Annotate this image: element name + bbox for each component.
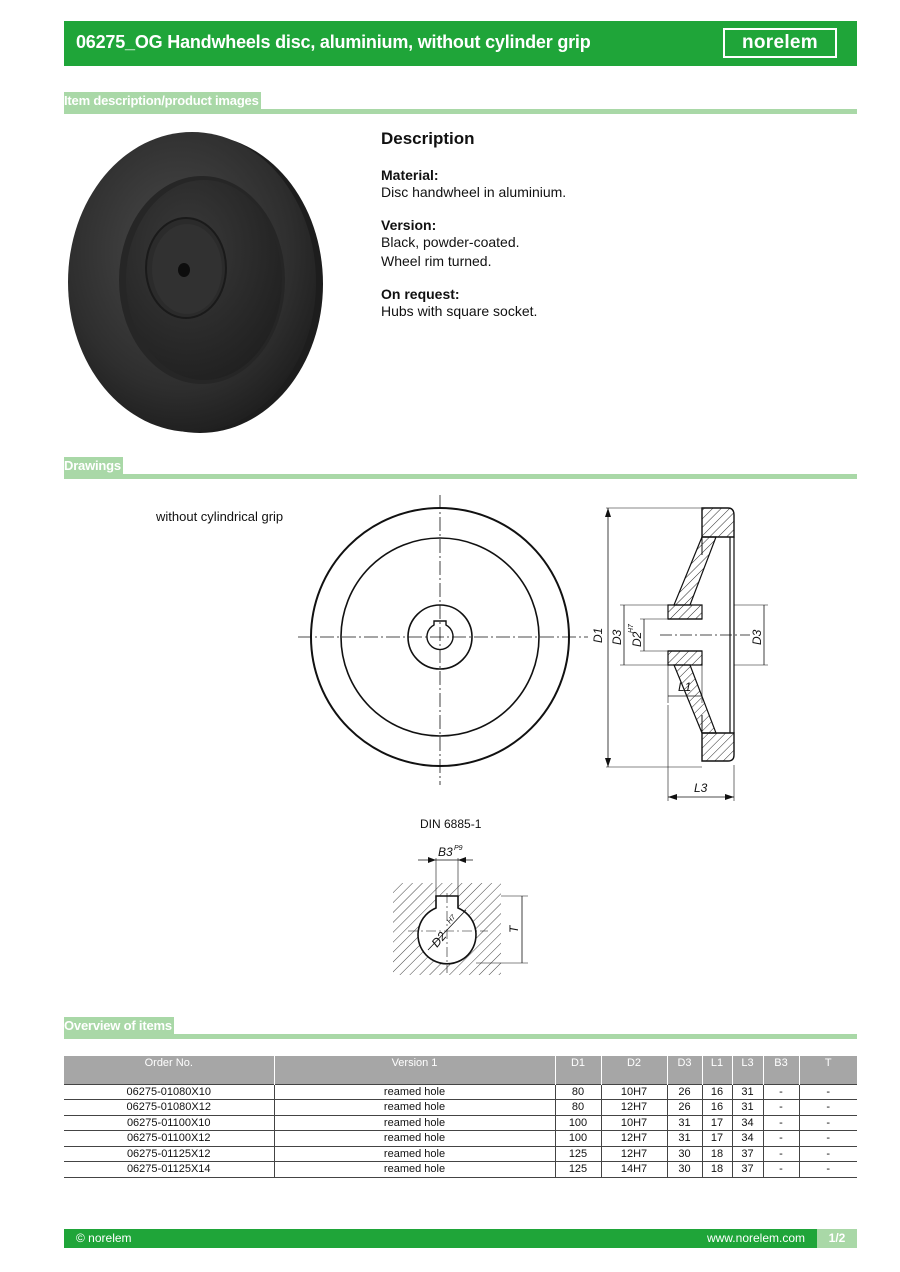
cell-d2: 14H7 (601, 1162, 667, 1178)
cell-d3: 26 (667, 1084, 702, 1100)
cell-version: reamed hole (274, 1115, 555, 1131)
cell-d1: 125 (555, 1146, 601, 1162)
cell-version: reamed hole (274, 1131, 555, 1147)
section-title-images: Item description/product images (64, 93, 259, 108)
drawing-note: without cylindrical grip (156, 509, 284, 524)
cell-order-no: 06275-01125X12 (64, 1146, 274, 1162)
product-image (64, 128, 326, 436)
cell-l1: 17 (702, 1131, 732, 1147)
cell-d2: 10H7 (601, 1115, 667, 1131)
dim-d3-right-label: D3 (750, 629, 764, 645)
description-heading: Description (381, 129, 475, 148)
version-label: Version: (381, 217, 437, 233)
cell-version: reamed hole (274, 1100, 555, 1116)
page-title: 06275_OG Handwheels disc, aluminium, without cylinder grip (76, 32, 591, 52)
cell-d3: 26 (667, 1100, 702, 1116)
cell-order-no: 06275-01080X12 (64, 1100, 274, 1116)
cell-d2: 12H7 (601, 1131, 667, 1147)
col-header-l1: L1 (702, 1056, 732, 1084)
table-row (64, 1162, 857, 1178)
table-row (64, 1084, 857, 1100)
cell-d1: 80 (555, 1100, 601, 1116)
keyway-d2-label: D2 (428, 929, 450, 950)
page-footer (64, 1229, 857, 1248)
cell-b3: - (763, 1115, 799, 1131)
cell-l3: 31 (732, 1100, 763, 1116)
cell-order-no: 06275-01080X10 (64, 1084, 274, 1100)
keyway-detail-drawing (388, 838, 538, 988)
cell-d3: 31 (667, 1131, 702, 1147)
cell-b3: - (763, 1100, 799, 1116)
cell-d1: 125 (555, 1162, 601, 1178)
dim-t-label: T (507, 925, 521, 933)
cell-d1: 80 (555, 1084, 601, 1100)
cell-l3: 34 (732, 1131, 763, 1147)
cell-l3: 37 (732, 1162, 763, 1178)
cell-b3: - (763, 1131, 799, 1147)
table-row (64, 1100, 857, 1116)
dim-d2-label: D2 (630, 631, 644, 647)
dim-d1-label: D1 (591, 627, 605, 643)
section-divider-drawings (64, 474, 857, 479)
version-line-2: Wheel rim turned. (381, 253, 492, 269)
cell-l1: 18 (702, 1162, 732, 1178)
cell-t: - (799, 1146, 857, 1162)
col-header-d1: D1 (555, 1056, 601, 1084)
norelem-logo: norelem (723, 28, 837, 58)
front-view-drawing (298, 495, 588, 785)
col-header-t: T (799, 1056, 857, 1084)
request-text: Hubs with square socket. (381, 303, 538, 319)
cell-d2: 10H7 (601, 1084, 667, 1100)
cell-d1: 100 (555, 1115, 601, 1131)
col-header-d2: D2 (601, 1056, 667, 1084)
material-label: Material: (381, 167, 439, 183)
dim-l3-label: L3 (694, 781, 708, 795)
cell-d2: 12H7 (601, 1100, 667, 1116)
cell-t: - (799, 1100, 857, 1116)
cell-l1: 17 (702, 1115, 732, 1131)
cell-order-no: 06275-01100X12 (64, 1131, 274, 1147)
dim-b3-tolerance: P9 (454, 845, 463, 852)
description-block (381, 129, 841, 336)
cell-l1: 16 (702, 1084, 732, 1100)
material-text: Disc handwheel in aluminium. (381, 184, 567, 200)
cell-l3: 37 (732, 1146, 763, 1162)
cell-version: reamed hole (274, 1146, 555, 1162)
cell-l3: 31 (732, 1084, 763, 1100)
cell-b3: - (763, 1146, 799, 1162)
cell-t: - (799, 1162, 857, 1178)
cell-d1: 100 (555, 1131, 601, 1147)
cell-d3: 30 (667, 1146, 702, 1162)
col-header-order-no: Order No. (64, 1056, 274, 1084)
cell-order-no: 06275-01100X10 (64, 1115, 274, 1131)
din-label: DIN 6885-1 (420, 817, 482, 831)
col-header-b3: B3 (763, 1056, 799, 1084)
cell-version: reamed hole (274, 1162, 555, 1178)
copyright-text: © norelem (76, 1231, 132, 1245)
section-title-overview: Overview of items (64, 1018, 172, 1033)
col-header-d3: D3 (667, 1056, 702, 1084)
cell-l1: 18 (702, 1146, 732, 1162)
page-header (64, 21, 857, 66)
dim-d3-left-label: D3 (610, 629, 624, 645)
col-header-l3: L3 (732, 1056, 763, 1084)
cell-l3: 34 (732, 1115, 763, 1131)
cell-d3: 30 (667, 1162, 702, 1178)
dim-b3-label: B3 (438, 845, 453, 859)
keyway-d2-tolerance: H7 (446, 913, 458, 926)
cell-l1: 16 (702, 1100, 732, 1116)
table-row (64, 1131, 857, 1147)
request-label: On request: (381, 286, 460, 302)
cell-b3: - (763, 1162, 799, 1178)
website-link[interactable]: www.norelem.com (706, 1231, 805, 1245)
section-divider-overview (64, 1034, 857, 1039)
table-header-row (64, 1056, 857, 1084)
items-table (64, 1056, 857, 1178)
table-row (64, 1115, 857, 1131)
cell-b3: - (763, 1084, 799, 1100)
cell-t: - (799, 1131, 857, 1147)
cell-order-no: 06275-01125X14 (64, 1162, 274, 1178)
version-line-1: Black, powder-coated. (381, 234, 520, 250)
cell-version: reamed hole (274, 1084, 555, 1100)
cell-t: - (799, 1084, 857, 1100)
cell-d2: 12H7 (601, 1146, 667, 1162)
section-view-drawing (590, 495, 780, 805)
cell-t: - (799, 1115, 857, 1131)
page-number: 1/2 (817, 1229, 857, 1248)
cell-d3: 31 (667, 1115, 702, 1131)
dim-l1-label: L1 (678, 680, 692, 694)
table-row (64, 1146, 857, 1162)
dim-d2-tolerance: H7 (628, 624, 635, 633)
section-title-drawings: Drawings (64, 458, 121, 473)
col-header-version: Version 1 (274, 1056, 555, 1084)
